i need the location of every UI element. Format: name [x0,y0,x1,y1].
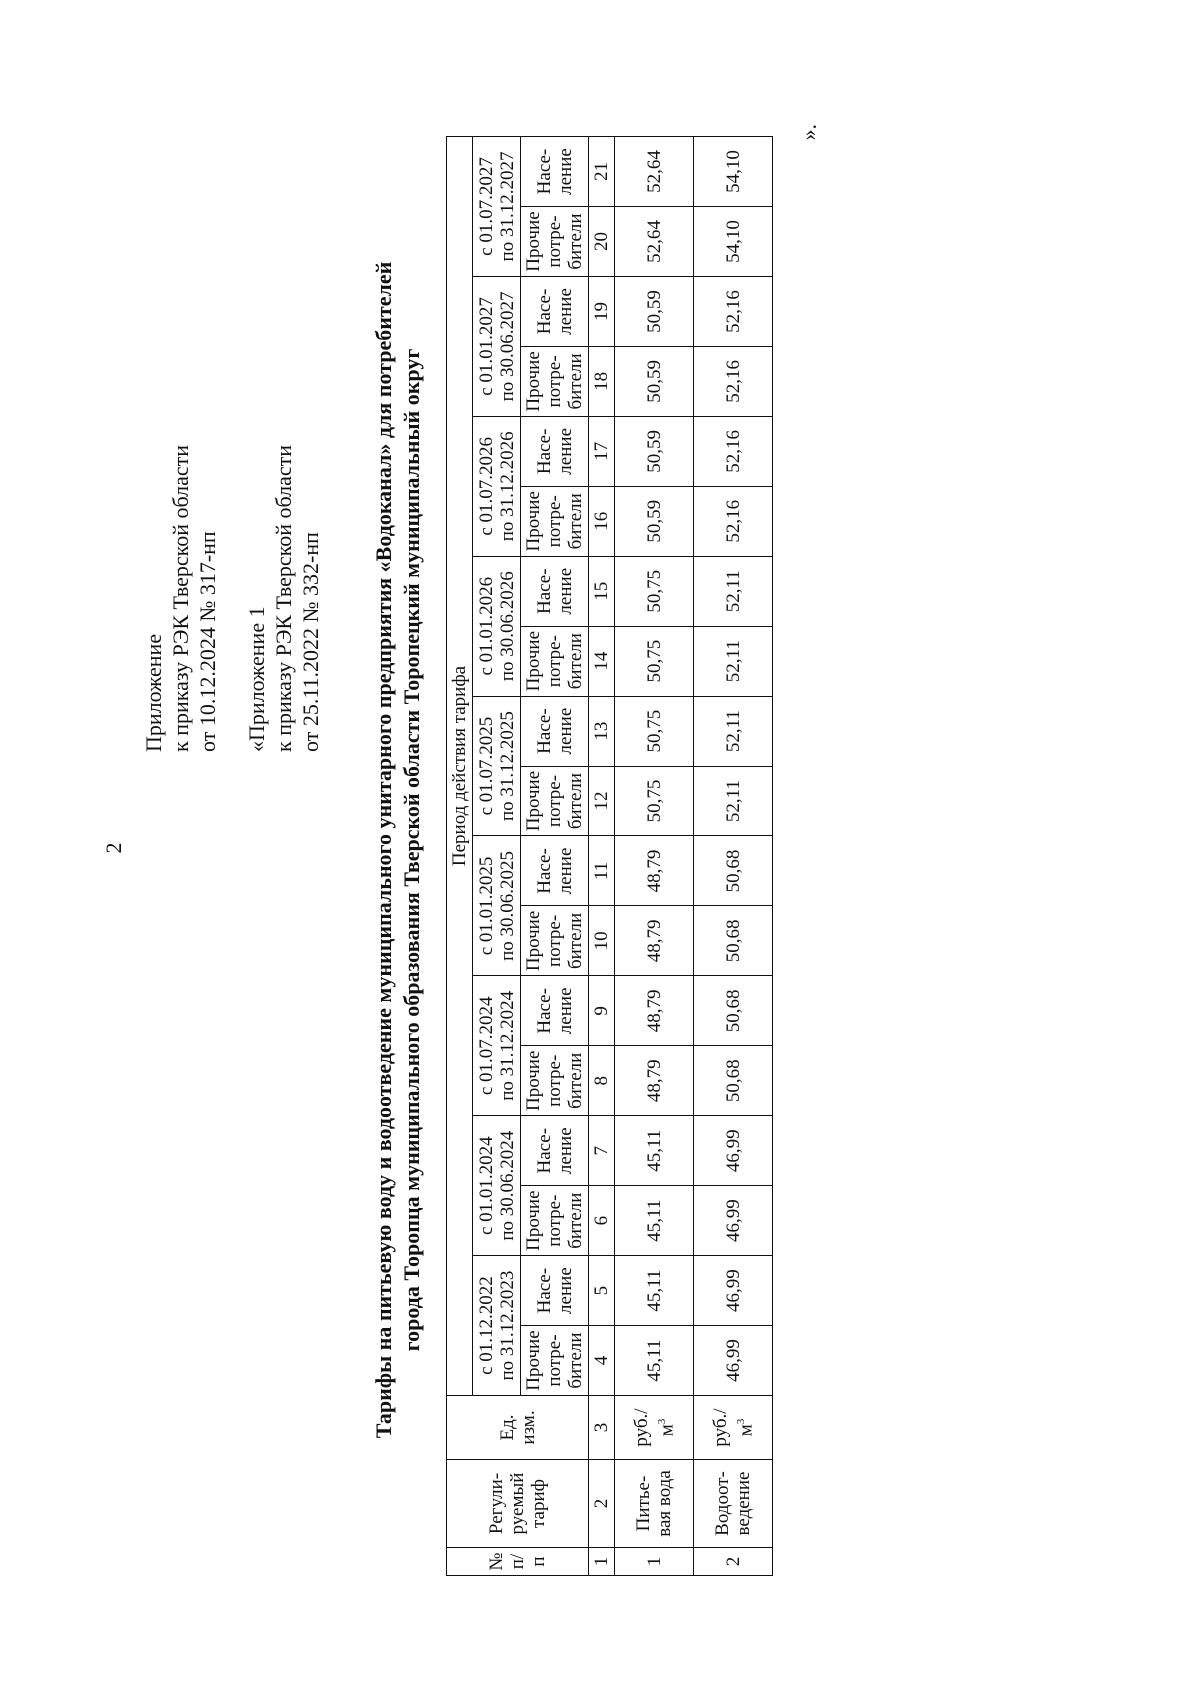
column-number: 14 [589,626,615,696]
tariff-table-header [447,137,615,1576]
period-date-header [473,976,521,1116]
tariff-value-cell: 46,99 [694,1116,773,1186]
period-from: с 01.12.2022 [475,1276,497,1375]
period-from: с 01.07.2025 [475,716,497,816]
tariff-value-cell: 52,16 [694,277,773,347]
tariff-table [446,136,773,1576]
tariff-value-cell: 54,10 [694,207,773,277]
tariff-value-cell: 50,75 [615,766,694,836]
tariff-value-cell: 52,16 [694,346,773,416]
period-from: с 01.07.2027 [475,157,497,256]
subheader-other-consumers: Прочие потре- бители [521,1326,589,1396]
column-number: 13 [589,696,615,766]
subheader-other-consumers: Прочие потре- бители [521,1186,589,1256]
subheader-population: Насе- ление [521,696,589,766]
column-number: 12 [589,766,615,836]
header-column-numbers-row [589,137,615,1576]
unit-rub: руб./ [630,1408,652,1447]
period-from: с 01.07.2026 [475,436,497,536]
column-number: 7 [589,1116,615,1186]
subheader-population: Насе- ление [521,976,589,1046]
column-number: 4 [589,1326,615,1396]
unit-m: м [656,1424,678,1437]
table-row [615,137,694,1576]
appendix-previous-line: к приказу РЭК Тверской области [271,444,296,752]
column-number: 2 [589,1460,615,1548]
column-number: 3 [589,1396,615,1460]
tariff-value-cell: 52,16 [694,486,773,556]
tariff-value-cell: 50,59 [615,416,694,486]
unit-exponent: 3 [655,1418,668,1425]
row-tariff-name: Питье- вая вода [615,1460,694,1548]
header-unit: Ед. изм. [447,1396,589,1460]
header-tariff: Регули- руемый тариф [447,1460,589,1548]
period-to: по 30.06.2024 [496,1130,518,1241]
tariff-value-cell: 52,64 [615,207,694,277]
tariff-value-cell: 50,75 [615,556,694,626]
row-number: 2 [694,1548,773,1576]
column-number: 10 [589,906,615,976]
period-from: с 01.01.2026 [475,576,497,676]
appendix-current-line: от 10.12.2024 № 317-нп [195,531,220,752]
period-to: по 31.12.2023 [496,1270,518,1381]
tariff-value-cell: 50,75 [615,626,694,696]
appendix-previous-line: «Приложение 1 [244,606,269,752]
column-number: 1 [589,1548,615,1576]
appendix-current [140,152,221,752]
period-from: с 01.07.2024 [475,996,497,1096]
period-date-header [473,277,521,417]
subheader-other-consumers: Прочие потре- бители [521,486,589,556]
subheader-population: Насе- ление [521,1256,589,1326]
subheader-population: Насе- ление [521,1116,589,1186]
tariff-table-body [615,137,773,1576]
row-unit [615,1396,694,1460]
tariff-value-cell: 48,79 [615,836,694,906]
column-number: 9 [589,976,615,1046]
period-to: по 30.06.2027 [496,291,518,402]
subheader-other-consumers: Прочие потре- бители [521,1046,589,1116]
column-number: 5 [589,1256,615,1326]
tariff-value-cell: 48,79 [615,906,694,976]
subheader-population: Насе- ление [521,556,589,626]
subheader-other-consumers: Прочие потре- бители [521,766,589,836]
tariff-value-cell: 50,68 [694,836,773,906]
column-number: 20 [589,207,615,277]
tariff-value-cell: 46,99 [694,1256,773,1326]
tariff-value-cell: 50,59 [615,346,694,416]
tariff-value-cell: 48,79 [615,976,694,1046]
tariff-value-cell: 50,59 [615,277,694,347]
table-row [694,137,773,1576]
tariff-value-cell: 52,64 [615,137,694,207]
title-line-2: города Торопца муниципального образования Тверской области Торопецкий муниципальный округ [399,348,424,1352]
subheader-other-consumers: Прочие потре- бители [521,207,589,277]
column-number: 8 [589,1046,615,1116]
header-no: № п/п [447,1548,589,1576]
subheader-population: Насе- ление [521,416,589,486]
subheader-population: Насе- ление [521,137,589,207]
row-number: 1 [615,1548,694,1576]
subheader-other-consumers: Прочие потре- бители [521,906,589,976]
tariff-value-cell: 50,68 [694,1046,773,1116]
subheader-population: Насе- ление [521,277,589,347]
column-number: 18 [589,346,615,416]
period-to: по 31.12.2026 [496,431,518,542]
unit-cubic-meter [731,1398,756,1457]
appendix-block [140,152,346,752]
row-tariff-name: Водоот- ведение [694,1460,773,1548]
subheader-population: Насе- ление [521,836,589,906]
period-date-header [473,696,521,836]
period-date-header [473,1116,521,1256]
period-date-header [473,1256,521,1396]
column-number: 19 [589,277,615,347]
closing-quote: ». [796,124,821,141]
tariff-value-cell: 46,99 [694,1186,773,1256]
period-from: с 01.01.2025 [475,856,497,956]
tariff-value-cell: 46,99 [694,1326,773,1396]
tariff-value-cell: 52,11 [694,766,773,836]
column-number: 11 [589,836,615,906]
tariff-value-cell: 52,16 [694,416,773,486]
tariff-value-cell: 45,11 [615,1326,694,1396]
tariff-value-cell: 45,11 [615,1256,694,1326]
tariff-value-cell: 54,10 [694,137,773,207]
row-unit [694,1396,773,1460]
unit-m: м [735,1424,757,1437]
column-number: 21 [589,137,615,207]
tariff-value-cell: 50,75 [615,696,694,766]
column-number: 15 [589,556,615,626]
tariff-value-cell: 48,79 [615,1046,694,1116]
tariff-value-cell: 50,68 [694,976,773,1046]
page-number: 2 [101,842,126,854]
tariff-value-cell: 52,11 [694,626,773,696]
period-date-header [473,416,521,556]
period-from: с 01.01.2024 [475,1136,497,1236]
period-date-header [473,137,521,277]
period-to: по 31.12.2025 [496,711,518,822]
header-subgroups-row [521,137,589,1576]
unit-cubic-meter [652,1398,677,1457]
appendix-current-line: к приказу РЭК Тверской области [168,444,193,752]
column-number: 16 [589,486,615,556]
tariff-value-cell: 50,59 [615,486,694,556]
period-to: по 31.12.2024 [496,990,518,1101]
subheader-other-consumers: Прочие потре- бители [521,346,589,416]
tariff-value-cell: 45,11 [615,1186,694,1256]
tariff-value-cell: 52,11 [694,696,773,766]
tariff-value-cell: 52,11 [694,556,773,626]
subheader-other-consumers: Прочие потре- бители [521,626,589,696]
tariff-value-cell: 45,11 [615,1116,694,1186]
period-from: с 01.01.2027 [475,297,497,396]
column-number: 17 [589,416,615,486]
document-title [370,110,426,1590]
header-period: Период действия тарифа [447,137,473,1396]
period-to: по 31.12.2027 [496,151,518,262]
period-date-header [473,836,521,976]
appendix-current-line: Приложение [141,633,166,752]
period-to: по 30.06.2025 [496,850,518,961]
period-to: по 30.06.2026 [496,571,518,682]
column-number: 6 [589,1186,615,1256]
header-dates-row [473,137,521,1576]
appendix-previous-line: от 25.11.2022 № 332-нп [298,532,323,752]
title-line-1: Тарифы на питьевую воду и водоотведение муниципального унитарного предприятия «Водоканал» для потребителей [371,261,396,1439]
unit-exponent: 3 [734,1418,747,1425]
unit-rub: руб./ [709,1408,731,1447]
tariff-value-cell: 50,68 [694,906,773,976]
rotated-content [140,110,860,1590]
appendix-previous [243,152,324,752]
period-date-header [473,556,521,696]
